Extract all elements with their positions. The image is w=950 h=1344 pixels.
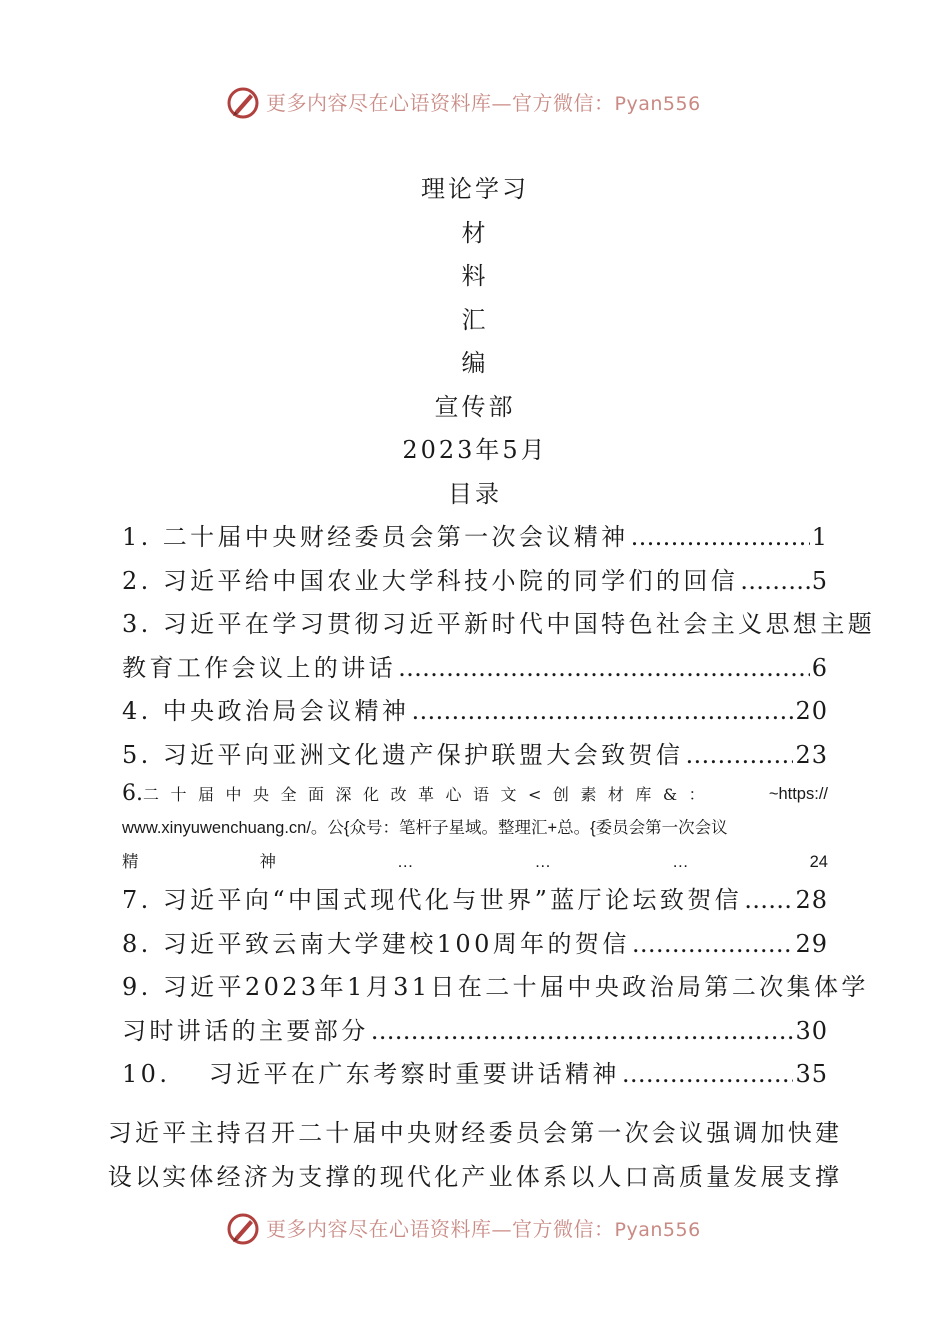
- title-line: 料: [461, 262, 489, 290]
- title-line: 编: [461, 349, 489, 377]
- toc-item[interactable]: 8. 习近平致云南大学建校100周年的贺信 ………………………………………………………………………………………………………………………… 29: [122, 923, 828, 967]
- watermark-banner-bottom: [0, 1210, 950, 1250]
- page-number: 28: [795, 886, 828, 914]
- toc-item[interactable]: 习时讲话的主要部分 ………………………………………………………………………………………………………………………… 30: [122, 1010, 828, 1054]
- toc-item[interactable]: 7. 习近平向“中国式现代化与世界”蓝厅论坛致贺信 ………………………………………………………………………………………………………………………… 28: [122, 879, 828, 923]
- document-title: [0, 168, 950, 516]
- page-number: 35: [795, 1060, 828, 1088]
- toc-item[interactable]: 5. 习近平向亚洲文化遗产保护联盟大会致贺信 ………………………………………………………………………………………………………………………… 23: [122, 734, 828, 778]
- toc-item-line[interactable]: 9. 习近平2023年1月31日在二十届中央政治局第二次集体学: [122, 973, 869, 1001]
- watermark-text: 更多内容尽在心语资料库—官方微信：Pyan556: [266, 91, 701, 115]
- toc-heading: 目录: [448, 479, 502, 508]
- page-number: 23: [795, 740, 828, 769]
- body-paragraph: [0, 1112, 950, 1199]
- title-line: 理论学习: [421, 175, 529, 203]
- wechat-id: Pyan556: [614, 93, 701, 115]
- page-number: 20: [795, 697, 828, 725]
- toc-item[interactable]: 4. 中央政治局会议精神 ………………………………………………………………………………………………………………………… 20: [122, 690, 828, 734]
- watermark-text: 更多内容尽在心语资料库—官方微信：Pyan556: [266, 1217, 701, 1241]
- date: 2023年5月: [402, 436, 548, 464]
- pen-logo-icon: [226, 86, 260, 120]
- toc-item-garbled[interactable]: 6.二十届中央全面深化改革心语文<创素材库&： ~https:// www.xinyuwenchuang.cn/。公{众号：笔杆子星域。整理汇+总。{委员会第一次会议 精 神 … … … 24: [122, 777, 828, 879]
- title-line: 汇: [461, 305, 489, 334]
- page-number: 29: [795, 929, 828, 958]
- watermark-banner-top: [0, 84, 950, 124]
- toc-item[interactable]: 2. 习近平给中国农业大学科技小院的同学们的回信 ………………………………………………………………………………………………………………………… 5: [122, 560, 828, 604]
- title-line: 材: [461, 218, 489, 247]
- toc-item[interactable]: 1. 二十届中央财经委员会第一次会议精神 ………………………………………………………………………………………………………………………… 1: [122, 516, 828, 560]
- paragraph-line: 设以实体经济为支撑的现代化产业体系以人口高质量发展支撑: [107, 1162, 843, 1191]
- toc-item[interactable]: 10. 习近平在广东考察时重要讲话精神 ………………………………………………………………………………………………………………………… 35: [122, 1053, 828, 1097]
- department: 宣传部: [434, 392, 516, 421]
- page-number: 5: [811, 566, 828, 595]
- table-of-contents: [122, 516, 876, 1097]
- page-number: 24: [809, 853, 828, 871]
- toc-item[interactable]: 教育工作会议上的讲话 ………………………………………………………………………………………………………………………… 6: [122, 647, 828, 691]
- page-number: 30: [795, 1016, 828, 1045]
- toc-item-line[interactable]: 3. 习近平在学习贯彻习近平新时代中国特色社会主义思想主题: [122, 610, 876, 638]
- pen-logo-icon: [226, 1212, 260, 1246]
- paragraph-line: 习近平主持召开二十届中央财经委员会第一次会议强调加快建: [107, 1119, 843, 1147]
- wechat-id: Pyan556: [614, 1219, 701, 1241]
- page-number: 1: [811, 523, 828, 551]
- page-number: 6: [811, 653, 828, 682]
